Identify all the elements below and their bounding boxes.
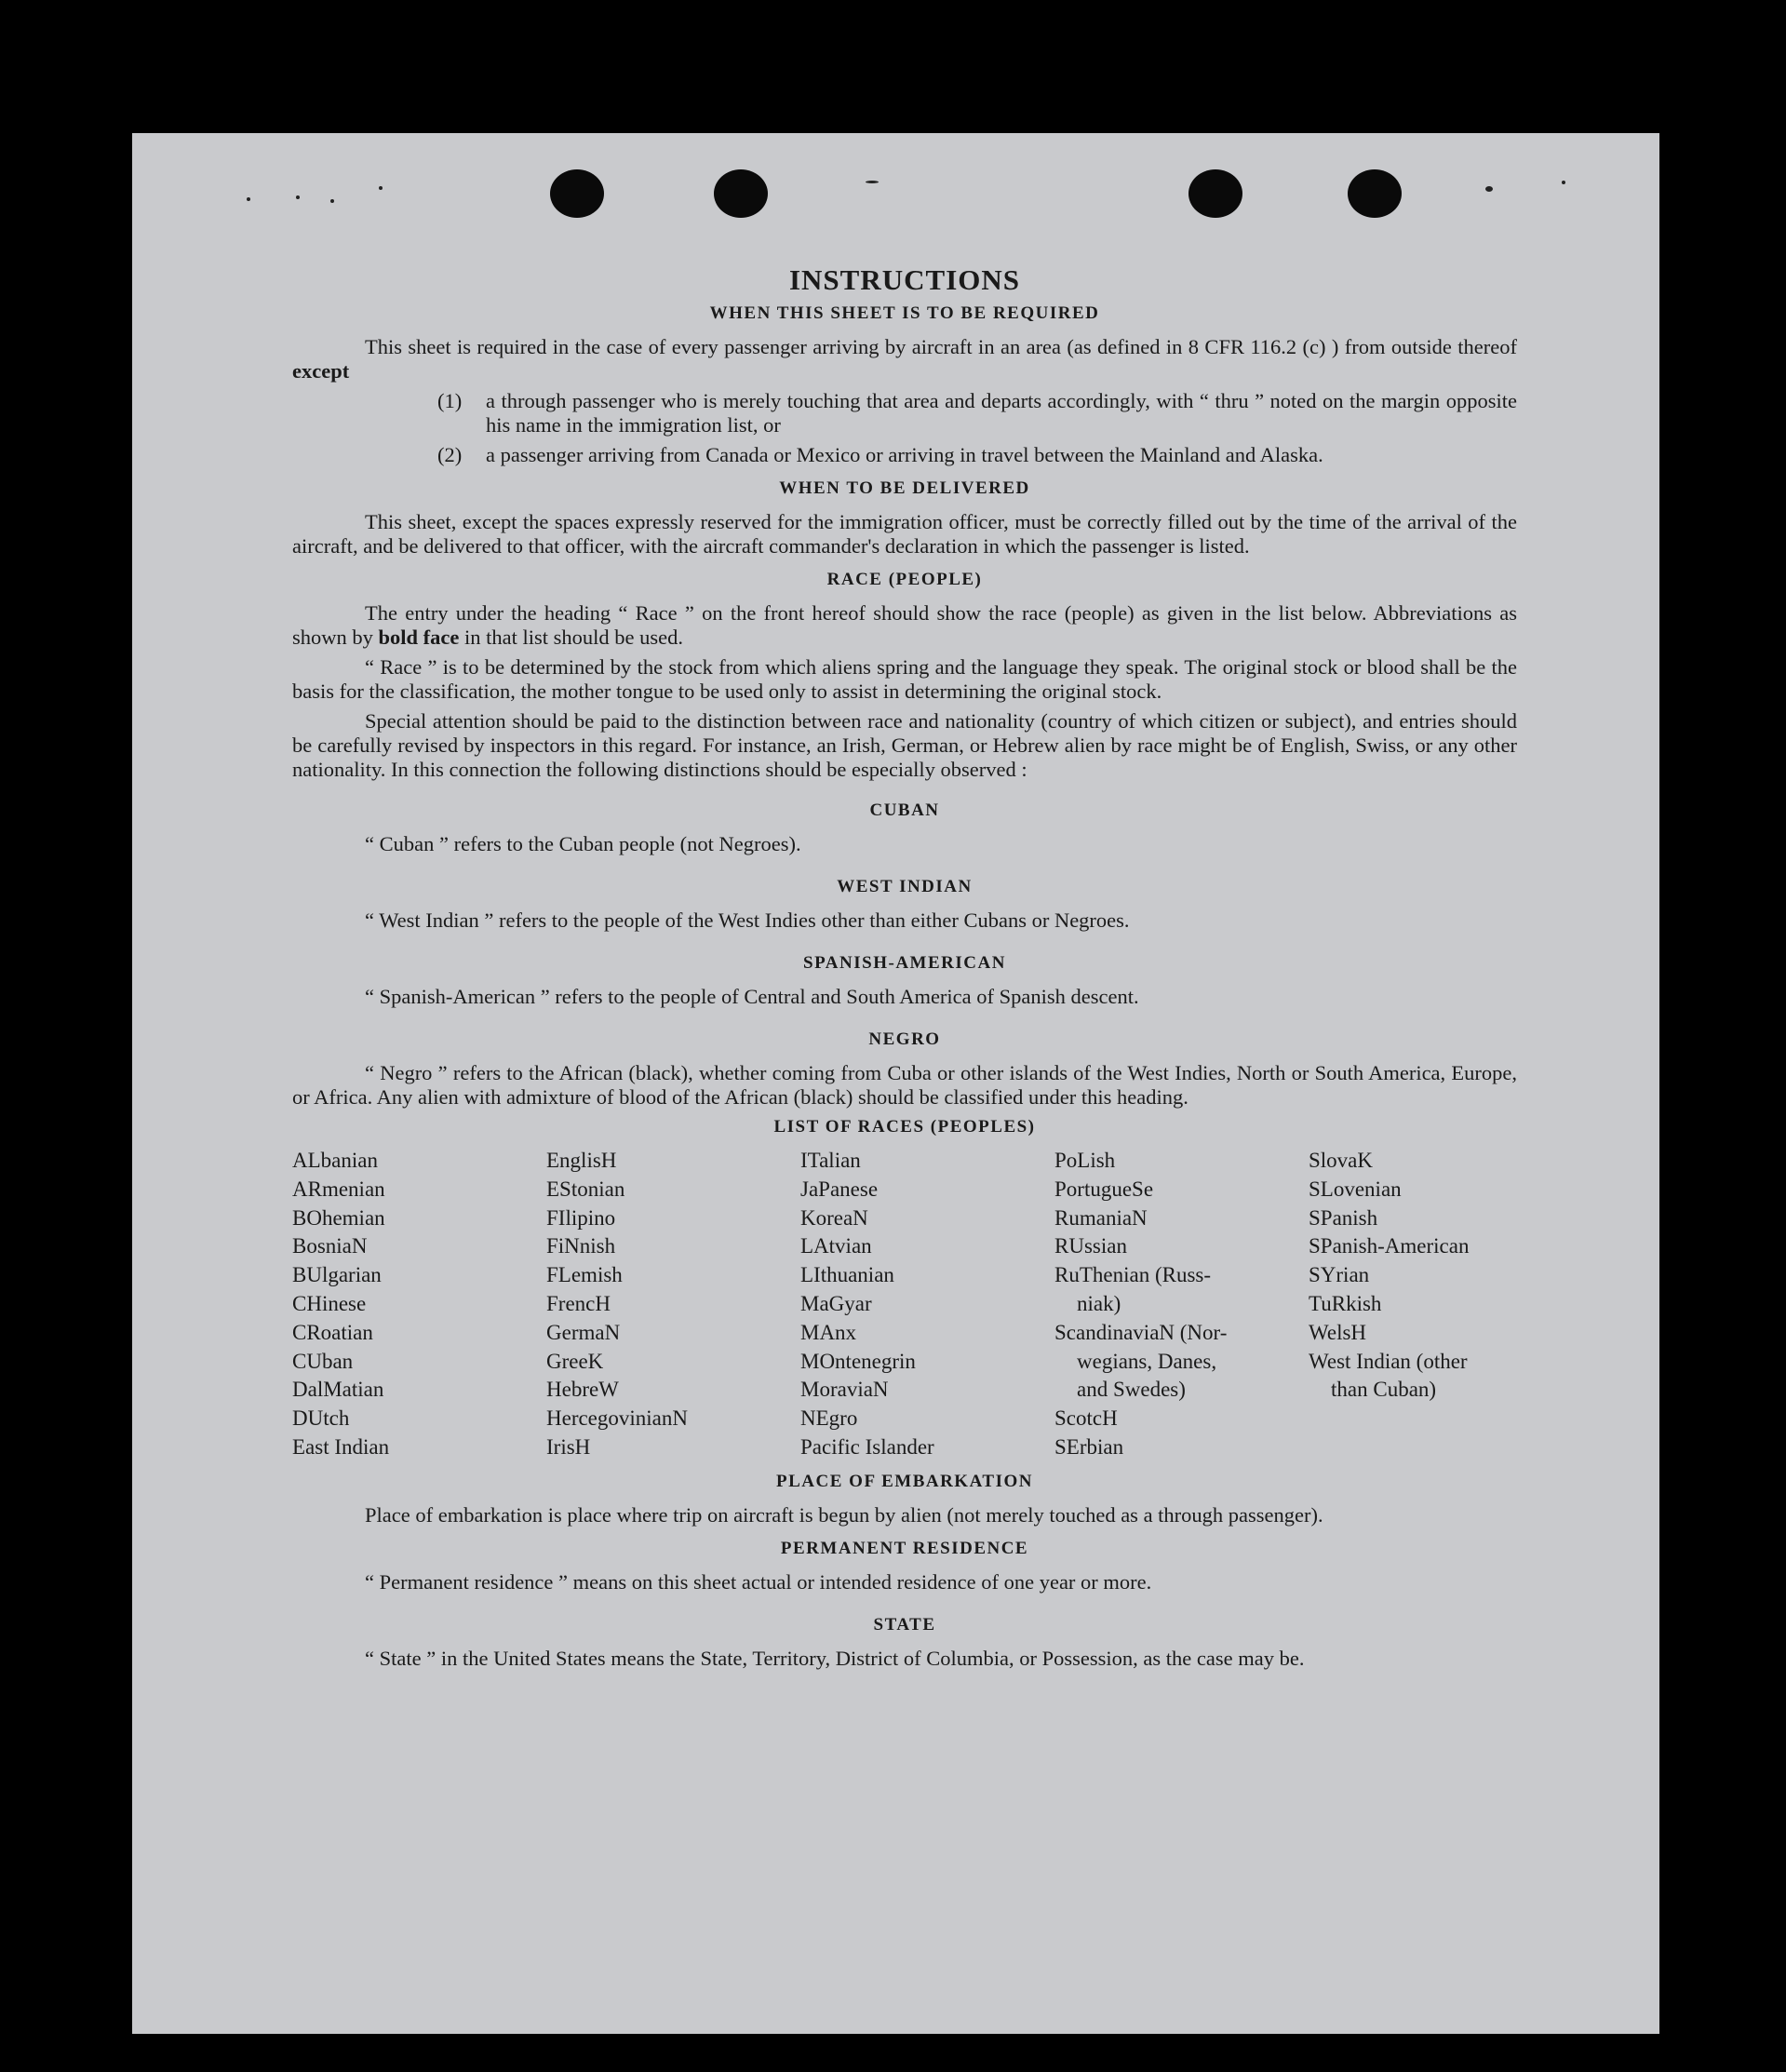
race-entry-continuation: and Swedes): [1077, 1378, 1186, 1402]
punch-hole: [550, 169, 604, 218]
item-text: a passenger arriving from Canada or Mexico or arriving in travel between the Mainland and Alaska.: [486, 443, 1323, 466]
race-entry: FLemish: [546, 1263, 623, 1287]
race-entry: SPanish: [1309, 1205, 1378, 1230]
race-entry: Pacific Islander: [800, 1434, 934, 1459]
speck-mark: [1562, 181, 1565, 184]
race-entry: West Indian (other: [1309, 1349, 1468, 1373]
race-entry: RumaniaN: [1054, 1205, 1148, 1230]
race-entry: ARmenian: [292, 1177, 385, 1201]
heading-embarkation: PLACE OF EMBARKATION: [776, 1471, 1033, 1491]
races-column-1: [292, 1147, 546, 1462]
race-entry: MOntenegrin: [800, 1349, 916, 1373]
race-entry: LIthuanian: [800, 1263, 894, 1287]
race-entry: BUlgarian: [292, 1263, 382, 1287]
race-entry: PoLish: [1054, 1149, 1116, 1172]
heading-residence: PERMANENT RESIDENCE: [780, 1538, 1029, 1558]
race-entry: SYrian: [1309, 1263, 1370, 1287]
race-entry-continuation: niak): [1077, 1291, 1121, 1315]
heading-cuban: CUBAN: [869, 801, 940, 820]
race-entry: MAnx: [800, 1320, 857, 1344]
race-entry: RUssian: [1054, 1234, 1127, 1258]
punch-hole: [1348, 169, 1402, 218]
speck-mark: [866, 181, 879, 183]
race-entry: HebreW: [546, 1378, 619, 1402]
races-column-4: [1054, 1147, 1309, 1462]
west-indian-text: “ West Indian ” refers to the people of the West Indies other than either Cubans or Negroes.: [365, 908, 1130, 932]
race-entry: TuRkish: [1309, 1291, 1382, 1315]
heading-state: STATE: [873, 1614, 936, 1635]
race-entry: FIlipino: [546, 1205, 616, 1230]
except-bold: except: [292, 359, 350, 383]
race-entry: SLovenian: [1309, 1177, 1402, 1201]
required-intro: This sheet is required in the case of every passenger arriving by aircraft in an area (as defined in 8 CFR 116.2 (c) ) from outside thereof except: [292, 335, 1517, 383]
races-column-2: [546, 1147, 800, 1462]
race-entry: CHinese: [292, 1291, 367, 1315]
spanish-american-text: “ Spanish-American ” refers to the people of Central and South America of Spanish descent.: [365, 985, 1139, 1008]
page-title: INSTRUCTIONS: [788, 263, 1020, 296]
race-entry-continuation: wegians, Danes,: [1077, 1349, 1217, 1373]
race-entry: CRoatian: [292, 1320, 373, 1344]
state-text: “ State ” in the United States means the State, Territory, District of Columbia, or Possession, as the case may be.: [365, 1646, 1305, 1670]
races-column-5: [1309, 1147, 1517, 1462]
heading-negro: NEGRO: [868, 1029, 941, 1049]
race-entry: BOhemian: [292, 1205, 385, 1230]
race-entry: ScandinaviaN (Nor-: [1054, 1320, 1228, 1344]
race-paragraph-1: The entry under the heading “ Race ” on the front hereof should show the race (people) as given in the list below. Abbreviations as shown by bold face in that list should be used.: [292, 601, 1517, 649]
race-entry: EnglisH: [546, 1149, 617, 1172]
heading-west-indian: WEST INDIAN: [837, 877, 973, 896]
race-entry: SPanish-American: [1309, 1234, 1470, 1258]
delivered-text: This sheet, except the spaces expressly reserved for the immigration officer, must be correctly filled out by the time of the arrival of the aircraft, and be delivered to that officer, with the aircraft commander's declaration in which the passenger is listed.: [292, 510, 1517, 558]
race-entry: MoraviaN: [800, 1378, 889, 1402]
race-entry: BosniaN: [292, 1234, 368, 1258]
race-entry: CUban: [292, 1349, 354, 1373]
race-paragraph-3: Special attention should be paid to the distinction between race and nationality (country of which citizen or subject), and entries should be carefully revised by inspectors in this regard. For instance, an Irish, German, or Hebrew alien by race might be of English, Swiss, or any other nationality. In this connection the following distinctions should be especially observed :: [292, 709, 1517, 781]
heading-race: RACE (PEOPLE): [826, 570, 983, 589]
heading-required: WHEN THIS SHEET IS TO BE REQUIRED: [709, 303, 1100, 323]
item-number: (1): [437, 389, 463, 412]
race-entry: NEgro: [800, 1406, 858, 1431]
race-entry: ALbanian: [292, 1149, 378, 1172]
race-entry: LAtvian: [800, 1234, 872, 1258]
item-number: (2): [437, 443, 463, 466]
races-column-3: [800, 1147, 1054, 1462]
race-entry: SErbian: [1054, 1434, 1124, 1459]
race-entry: PortugueSe: [1054, 1177, 1154, 1201]
race-entry: FrencH: [546, 1291, 611, 1315]
punch-hole: [1188, 169, 1242, 218]
required-item: [437, 389, 1517, 437]
race-entry: DUtch: [292, 1406, 350, 1431]
race-paragraph-2: “ Race ” is to be determined by the stock from which aliens spring and the language they speak. The original stock or blood shall be the basis for the classification, the mother tongue to be used only to assist in determining the original stock.: [292, 655, 1517, 703]
punch-hole: [714, 169, 768, 218]
race-entry: SlovaK: [1309, 1149, 1373, 1172]
race-entry: ITalian: [800, 1149, 861, 1172]
heading-spanish-american: SPANISH-AMERICAN: [803, 953, 1006, 973]
speck-mark: [330, 199, 334, 203]
race-entry: DalMatian: [292, 1378, 384, 1402]
race-entry: RuThenian (Russ-: [1054, 1263, 1212, 1287]
race-entry: HercegovinianN: [546, 1406, 688, 1431]
race-entry: MaGyar: [800, 1291, 872, 1315]
race-entry-continuation: than Cuban): [1331, 1378, 1437, 1402]
speck-mark: [247, 197, 250, 201]
negro-text: “ Negro ” refers to the African (black), whether coming from Cuba or other islands of the West Indies, North or South America, Europe, or Africa. Any alien with admixture of blood of the African (black) should be classified under this heading.: [292, 1061, 1517, 1109]
heading-list-of-races: LIST OF RACES (PEOPLES): [773, 1117, 1036, 1137]
embarkation-text: Place of embarkation is place where trip on aircraft is begun by alien (not merely touched as a through passenger).: [365, 1502, 1323, 1527]
item-text: a through passenger who is merely touching that area and departs accordingly, with “ thru ” noted on the margin opposite his name in the immigration list, or: [486, 389, 1517, 437]
residence-text: “ Permanent residence ” means on this sheet actual or intended residence of one year or more.: [365, 1569, 1152, 1594]
race-entry: ScotcH: [1054, 1406, 1118, 1431]
race-entry: GermaN: [546, 1320, 621, 1344]
race-entry: KoreaN: [800, 1205, 868, 1230]
speck-mark: [379, 186, 383, 190]
race-entry: East Indian: [292, 1434, 390, 1459]
race-entry: WelsH: [1309, 1320, 1367, 1344]
required-item: [437, 443, 1517, 467]
speck-mark: [296, 195, 300, 199]
instructions-content: [292, 263, 1517, 1676]
race-entry: GreeK: [546, 1349, 604, 1373]
race-entry: EStonian: [546, 1177, 625, 1201]
speck-mark: [1485, 186, 1493, 192]
race-entry: JaPanese: [800, 1177, 879, 1201]
heading-delivered: WHEN TO BE DELIVERED: [779, 478, 1030, 498]
cuban-text: “ Cuban ” refers to the Cuban people (not Negroes).: [365, 832, 801, 855]
bold-face-text: bold face: [378, 626, 460, 649]
race-entry: IrisH: [546, 1434, 591, 1459]
race-entry: FiNnish: [546, 1234, 616, 1258]
races-list: [292, 1147, 1517, 1462]
